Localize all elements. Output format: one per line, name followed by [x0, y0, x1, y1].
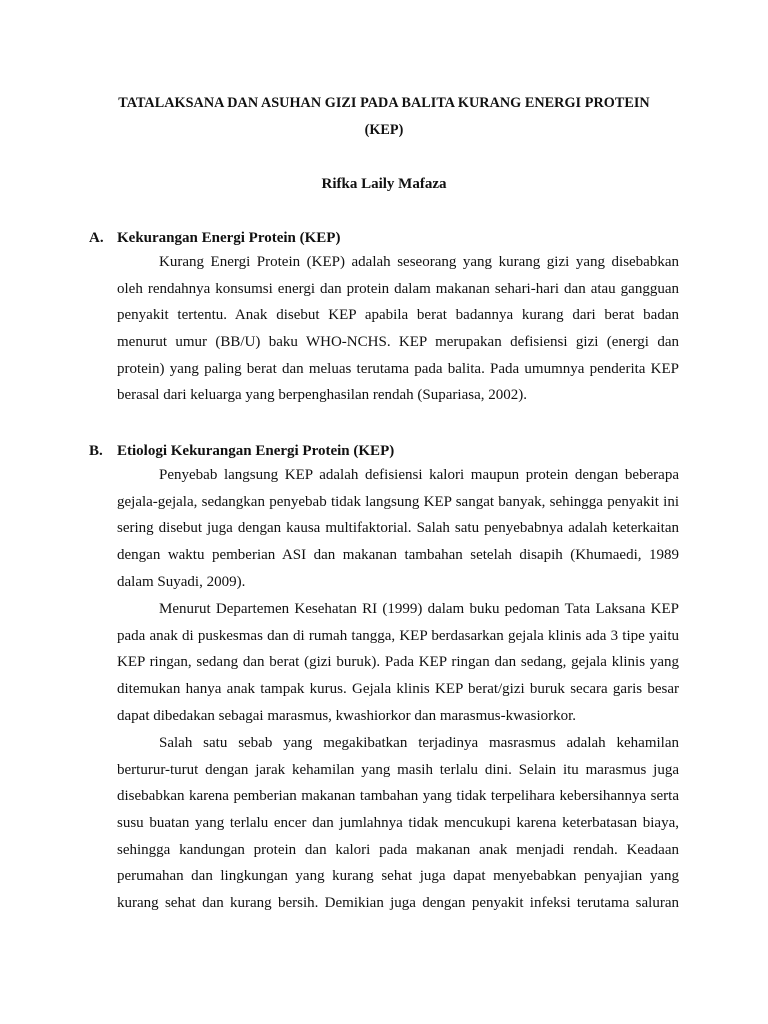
paragraph-line: kurang sehat dan kurang bersih. Demikian juga dengan penyakit infeksi terutama saluran — [117, 894, 679, 911]
paragraph-line: Salah satu sebab yang megakibatkan terjadinya masrasmus adalah kehamilan — [159, 735, 679, 751]
paragraph-line: menurut umur (BB/U) baku WHO-NCHS. KEP merupakan defisiensi gizi (energi dan — [117, 333, 679, 350]
paragraph-line: berturur-turut dengan jarak kehamilan yang masih terlalu dini. Selain itu marasmus juga — [117, 761, 679, 778]
document-title: TATALAKSANA DAN ASUHAN GIZI PADA BALITA KURANG ENERGI PROTEIN — [118, 95, 650, 111]
paragraph-line: Kurang Energi Protein (KEP) adalah seseorang yang kurang gizi yang disebabkan — [159, 254, 679, 270]
paragraph-line: dalam Suyadi, 2009). — [117, 573, 246, 590]
paragraph — [117, 730, 679, 917]
document-title-continued: (KEP) — [364, 122, 404, 138]
paragraph-line: dapat dibedakan sebagai marasmus, kwashiorkor dan marasmus-kwasiorkor. — [117, 707, 577, 724]
paragraph-line: penyakit tertentu. Anak disebut KEP apabila berat badannya kurang dari berat badan — [117, 307, 679, 324]
paragraph-line: sehingga kandungan protein dan kalori pada makanan anak menjadi rendah. Keadaan — [117, 841, 679, 858]
paragraph — [117, 462, 679, 595]
paragraph-line: oleh rendahnya konsumsi energi dan protein dalam makanan sehari-hari dan atau gangguan — [117, 280, 679, 297]
paragraph-line: sering disebut juga dengan kausa multifaktorial. Salah satu penyebabnya adalah keterkaitan — [117, 520, 679, 537]
section-letter: B. — [89, 443, 103, 459]
paragraph-line: gejala-gejala, sedangkan penyebab tidak langsung KEP sangat banyak, sehingga penyakit ini — [117, 493, 679, 510]
paragraph-line: pada anak di puskesmas dan di rumah tangga, KEP berdasarkan gejala klinis ada 3 tipe yaitu — [117, 627, 679, 644]
paragraph-line: disebabkan karena pemberian makanan tambahan yang tidak terpelihara kebersihannya serta — [117, 788, 679, 805]
section-title: Kekurangan Energi Protein (KEP) — [117, 230, 341, 246]
paragraph — [117, 249, 679, 409]
section-letter: A. — [89, 230, 104, 246]
paragraph-line: perumahan dan lingkungan yang kurang sehat juga dapat menyebabkan penyajian yang — [117, 868, 679, 885]
paragraph-line: ditemukan hanya anak tampak kurus. Gejala klinis KEP berat/gizi buruk secara garis besar — [117, 680, 679, 697]
paragraph-line: protein) yang paling berat dan meluas terutama pada balita. Pada umumnya penderita KEP — [117, 360, 679, 377]
paragraph-line: KEP ringan, sedang dan berat (gizi buruk). Pada KEP ringan dan sedang, gejala klinis yang — [117, 654, 679, 671]
paragraph-line: Menurut Departemen Kesehatan RI (1999) dalam buku pedoman Tata Laksana KEP — [159, 601, 679, 617]
paragraph-line: dengan waktu pemberian ASI dan makanan tambahan setelah disapih (Khumaedi, 1989 — [117, 546, 679, 563]
paragraph-line: Penyebab langsung KEP adalah defisiensi kalori maupun protein dengan beberapa — [159, 467, 679, 483]
paragraph-line: berasal dari keluarga yang berpenghasilan rendah (Supariasa, 2002). — [117, 387, 527, 404]
section-heading-a — [89, 226, 340, 250]
paragraph — [117, 596, 679, 729]
paragraph-line: susu buatan yang terlalu encer dan jumlahnya tidak mencukupi karena keterbatasan biaya, — [117, 814, 679, 831]
author-name: Rifka Laily Mafaza — [321, 176, 447, 192]
section-title: Etiologi Kekurangan Energi Protein (KEP) — [117, 443, 395, 459]
section-heading-b — [89, 439, 394, 463]
